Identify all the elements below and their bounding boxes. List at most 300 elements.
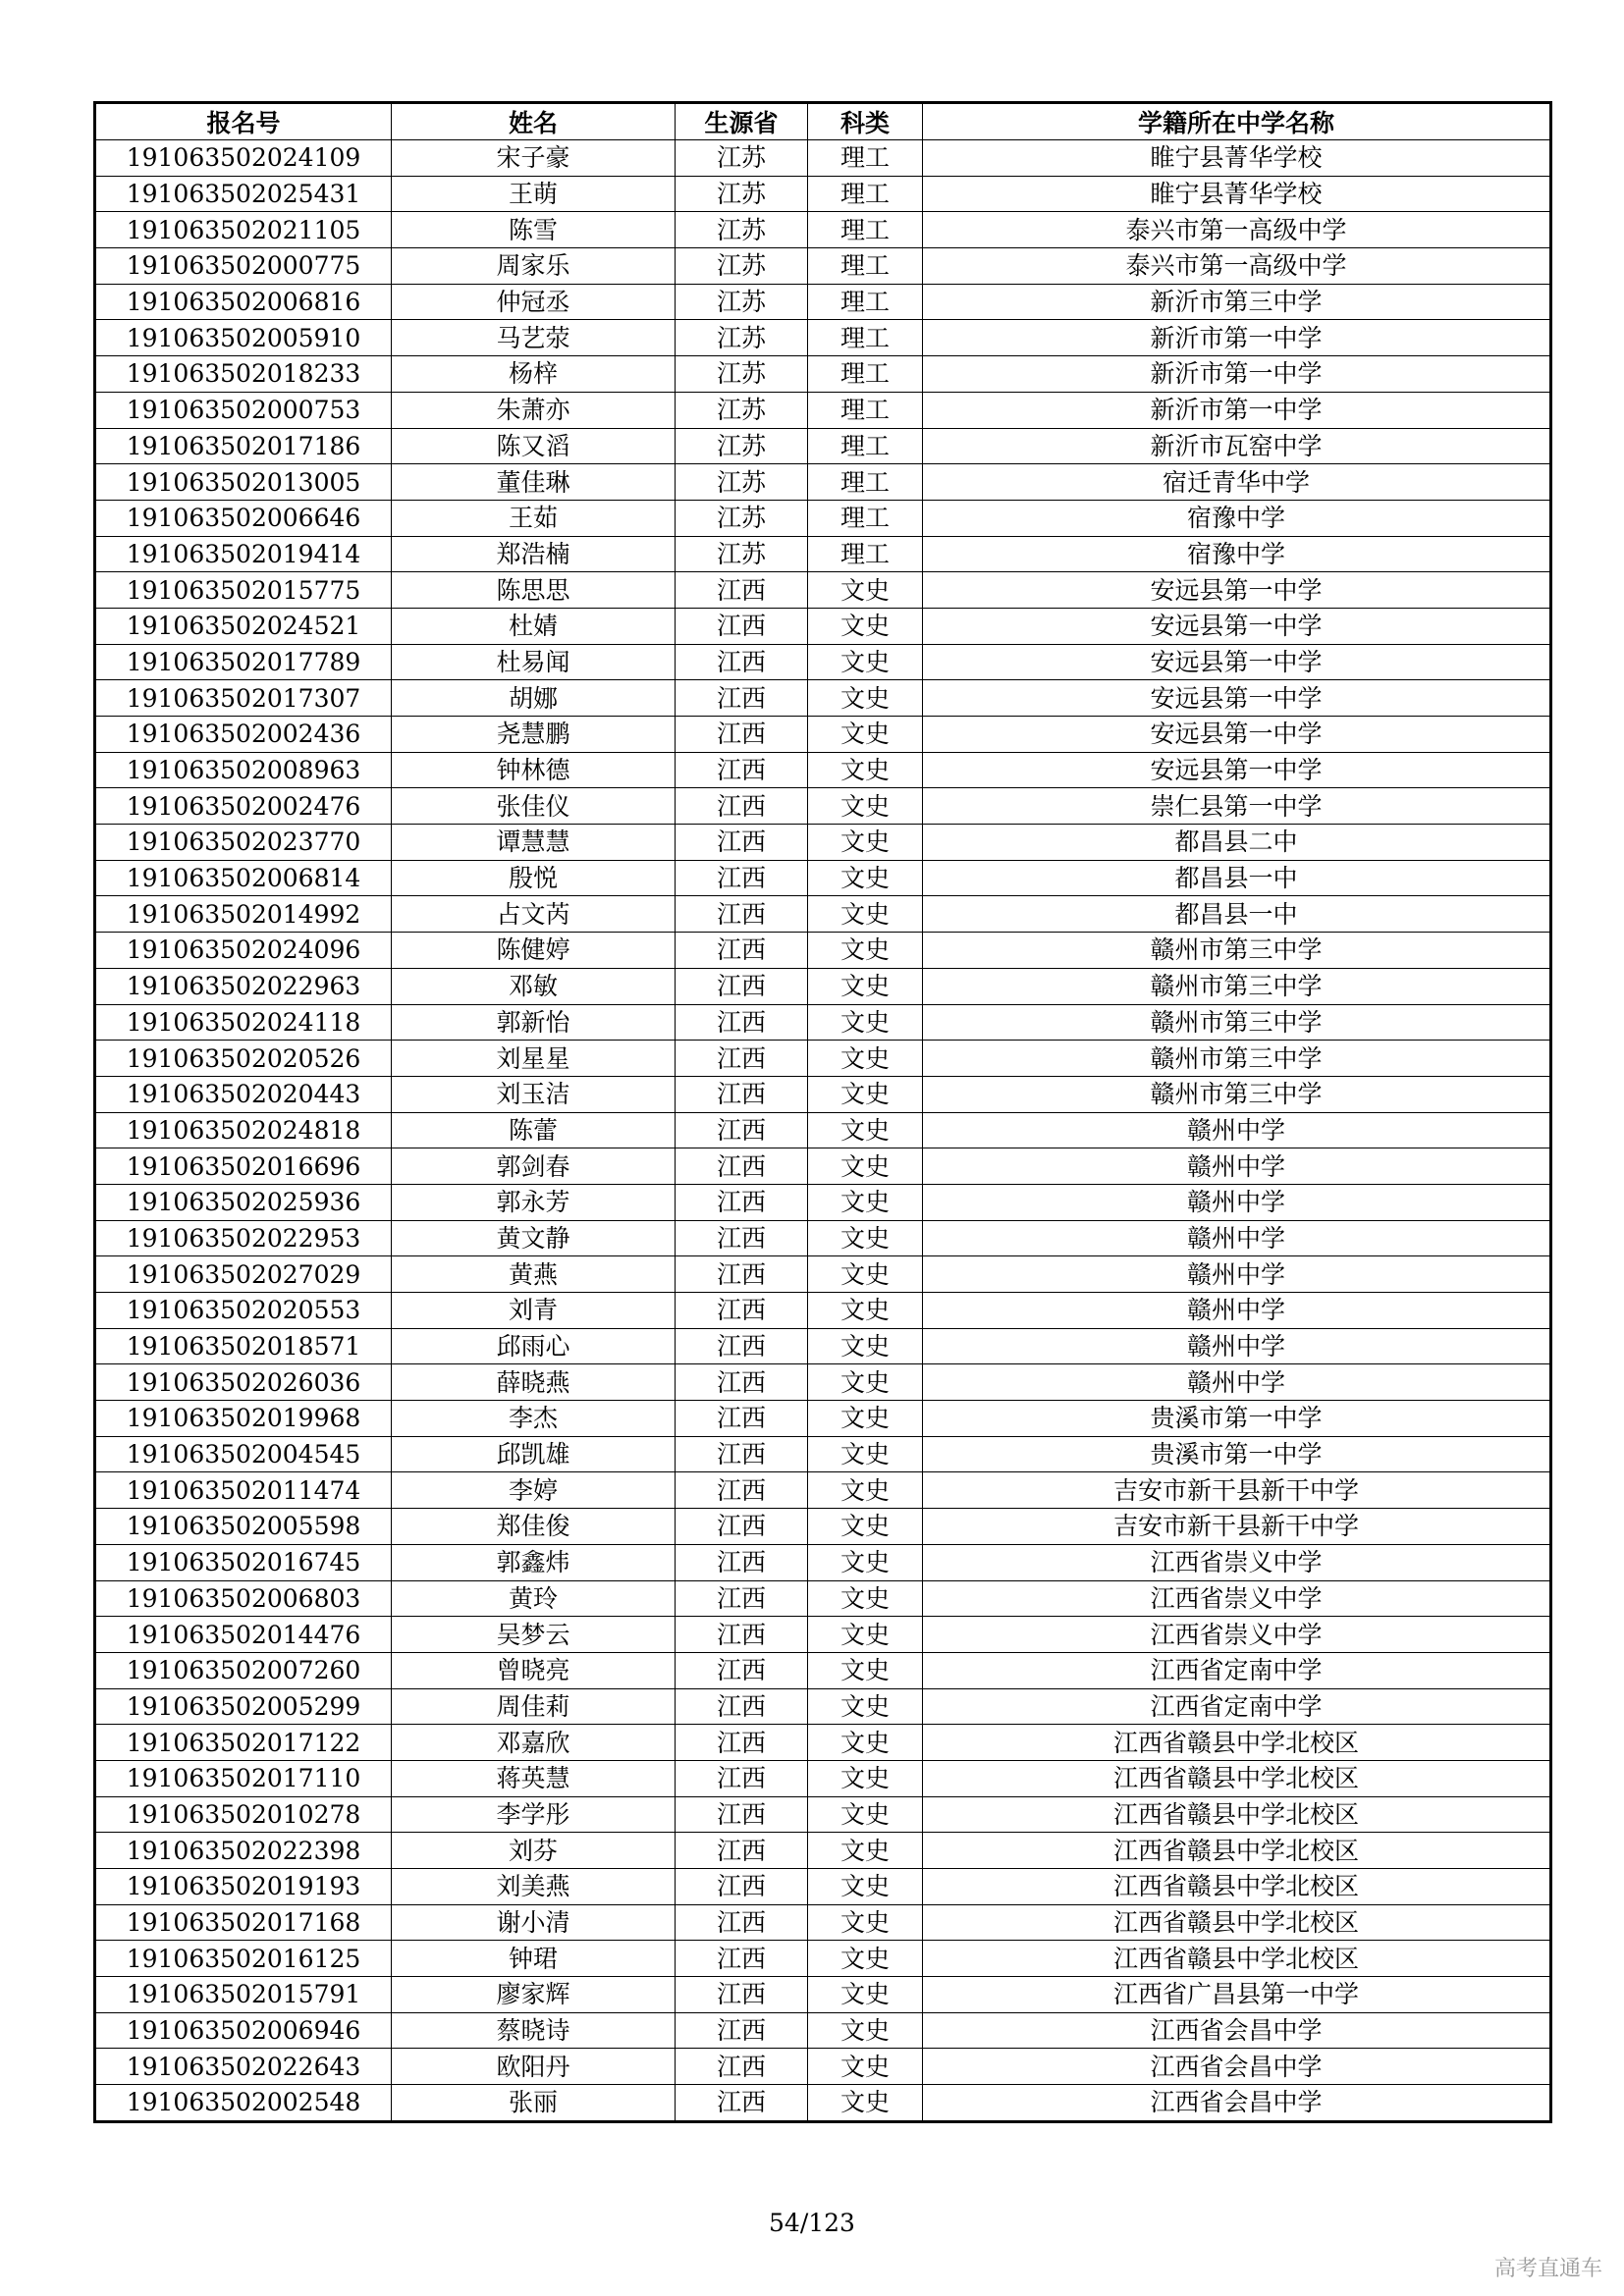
cell-school-name: 新沂市第一中学	[923, 320, 1551, 356]
cell-province: 江西	[676, 680, 808, 717]
cell-school-name: 新沂市瓦窑中学	[923, 428, 1551, 464]
table-row	[95, 1472, 1551, 1509]
cell-registration-number: 191063502017789	[95, 644, 392, 680]
cell-school-name: 宿迁青华中学	[923, 464, 1551, 501]
cell-registration-number: 191063502018571	[95, 1328, 392, 1364]
cell-category: 文史	[808, 1364, 923, 1401]
cell-registration-number: 191063502005910	[95, 320, 392, 356]
cell-registration-number: 191063502002476	[95, 788, 392, 825]
table-row	[95, 536, 1551, 572]
cell-registration-number: 191063502025936	[95, 1184, 392, 1220]
table-row	[95, 933, 1551, 969]
cell-school-name: 贵溪市第一中学	[923, 1436, 1551, 1472]
cell-category: 文史	[808, 680, 923, 717]
cell-province: 江西	[676, 572, 808, 609]
cell-school-name: 江西省定南中学	[923, 1652, 1551, 1688]
table-row	[95, 1436, 1551, 1472]
cell-name: 占文芮	[392, 896, 676, 933]
cell-registration-number: 191063502011474	[95, 1472, 392, 1509]
cell-registration-number: 191063502002436	[95, 717, 392, 753]
cell-category: 文史	[808, 968, 923, 1004]
table-row	[95, 1256, 1551, 1293]
cell-registration-number: 191063502017122	[95, 1725, 392, 1761]
page-number: 54/123	[769, 2209, 855, 2237]
table-row	[95, 1617, 1551, 1653]
table-row	[95, 1796, 1551, 1833]
cell-province: 江西	[676, 1076, 808, 1112]
cell-school-name: 睢宁县菁华学校	[923, 176, 1551, 212]
cell-registration-number: 191063502022398	[95, 1833, 392, 1869]
cell-category: 理工	[808, 320, 923, 356]
cell-category: 文史	[808, 2085, 923, 2122]
cell-school-name: 泰兴市第一高级中学	[923, 248, 1551, 285]
cell-name: 蔡晓诗	[392, 2012, 676, 2049]
cell-school-name: 江西省赣县中学北校区	[923, 1725, 1551, 1761]
cell-name: 黄文静	[392, 1220, 676, 1256]
cell-name: 钟珺	[392, 1941, 676, 1977]
cell-name: 刘玉洁	[392, 1076, 676, 1112]
cell-province: 江苏	[676, 428, 808, 464]
cell-category: 理工	[808, 140, 923, 177]
cell-category: 理工	[808, 464, 923, 501]
cell-category: 文史	[808, 2012, 923, 2049]
cell-province: 江西	[676, 968, 808, 1004]
table-row	[95, 284, 1551, 320]
table-row	[95, 212, 1551, 248]
cell-category: 文史	[808, 1148, 923, 1185]
cell-province: 江西	[676, 1688, 808, 1725]
cell-school-name: 江西省赣县中学北校区	[923, 1941, 1551, 1977]
cell-category: 理工	[808, 500, 923, 536]
cell-school-name: 都昌县一中	[923, 860, 1551, 896]
cell-category: 文史	[808, 1617, 923, 1653]
cell-name: 朱萧亦	[392, 392, 676, 428]
cell-school-name: 宿豫中学	[923, 536, 1551, 572]
cell-school-name: 江西省赣县中学北校区	[923, 1760, 1551, 1796]
cell-school-name: 赣州中学	[923, 1256, 1551, 1293]
cell-province: 江西	[676, 933, 808, 969]
cell-name: 郑浩楠	[392, 536, 676, 572]
cell-category: 文史	[808, 717, 923, 753]
cell-category: 文史	[808, 1941, 923, 1977]
cell-registration-number: 191063502016745	[95, 1544, 392, 1580]
table-row	[95, 1760, 1551, 1796]
cell-category: 文史	[808, 752, 923, 788]
table-row	[95, 1184, 1551, 1220]
cell-province: 江西	[676, 1256, 808, 1293]
cell-province: 江西	[676, 752, 808, 788]
cell-registration-number: 191063502014992	[95, 896, 392, 933]
table-row	[95, 428, 1551, 464]
cell-registration-number: 191063502017307	[95, 680, 392, 717]
cell-category: 文史	[808, 1760, 923, 1796]
cell-category: 文史	[808, 1869, 923, 1905]
table-row	[95, 1220, 1551, 1256]
cell-school-name: 宿豫中学	[923, 500, 1551, 536]
cell-registration-number: 191063502006946	[95, 2012, 392, 2049]
cell-registration-number: 191063502018233	[95, 356, 392, 393]
cell-school-name: 都昌县二中	[923, 825, 1551, 861]
cell-name: 陈思思	[392, 572, 676, 609]
cell-name: 黄燕	[392, 1256, 676, 1293]
cell-school-name: 睢宁县菁华学校	[923, 140, 1551, 177]
cell-province: 江西	[676, 2012, 808, 2049]
cell-school-name: 江西省崇义中学	[923, 1544, 1551, 1580]
cell-category: 文史	[808, 1688, 923, 1725]
cell-registration-number: 191063502006816	[95, 284, 392, 320]
table-row	[95, 248, 1551, 285]
cell-category: 文史	[808, 1041, 923, 1077]
cell-school-name: 赣州市第三中学	[923, 1004, 1551, 1041]
cell-name: 李婷	[392, 1472, 676, 1509]
cell-province: 江苏	[676, 320, 808, 356]
cell-registration-number: 191063502022963	[95, 968, 392, 1004]
cell-province: 江西	[676, 1184, 808, 1220]
cell-category: 理工	[808, 248, 923, 285]
table-row	[95, 717, 1551, 753]
cell-name: 蒋英慧	[392, 1760, 676, 1796]
table-row	[95, 1904, 1551, 1941]
cell-registration-number: 191063502005299	[95, 1688, 392, 1725]
table-row	[95, 1041, 1551, 1077]
cell-province: 江西	[676, 1004, 808, 1041]
cell-category: 理工	[808, 536, 923, 572]
cell-name: 欧阳丹	[392, 2049, 676, 2085]
cell-category: 理工	[808, 428, 923, 464]
cell-province: 江苏	[676, 248, 808, 285]
cell-name: 邱雨心	[392, 1328, 676, 1364]
cell-name: 李杰	[392, 1401, 676, 1437]
table-row	[95, 356, 1551, 393]
cell-school-name: 新沂市第一中学	[923, 356, 1551, 393]
table-row	[95, 1580, 1551, 1617]
cell-school-name: 安远县第一中学	[923, 644, 1551, 680]
cell-province: 江西	[676, 896, 808, 933]
cell-school-name: 江西省定南中学	[923, 1688, 1551, 1725]
cell-category: 文史	[808, 1184, 923, 1220]
table-row	[95, 1401, 1551, 1437]
cell-name: 邓敏	[392, 968, 676, 1004]
cell-province: 江西	[676, 1617, 808, 1653]
cell-school-name: 江西省赣县中学北校区	[923, 1796, 1551, 1833]
cell-registration-number: 191063502025431	[95, 176, 392, 212]
cell-registration-number: 191063502024818	[95, 1112, 392, 1148]
table-row	[95, 2085, 1551, 2122]
cell-category: 理工	[808, 176, 923, 212]
table-row	[95, 1941, 1551, 1977]
cell-province: 江苏	[676, 140, 808, 177]
student-list-table	[93, 101, 1552, 2123]
table-row	[95, 464, 1551, 501]
cell-school-name: 赣州中学	[923, 1148, 1551, 1185]
cell-category: 文史	[808, 825, 923, 861]
cell-registration-number: 191063502015791	[95, 1977, 392, 2013]
cell-school-name: 崇仁县第一中学	[923, 788, 1551, 825]
cell-name: 尧慧鹏	[392, 717, 676, 753]
cell-name: 刘星星	[392, 1041, 676, 1077]
table-row	[95, 1076, 1551, 1112]
cell-registration-number: 191063502020553	[95, 1293, 392, 1329]
cell-name: 周家乐	[392, 248, 676, 285]
cell-category: 文史	[808, 1580, 923, 1617]
cell-province: 江西	[676, 1652, 808, 1688]
cell-category: 文史	[808, 1076, 923, 1112]
cell-name: 郭新怡	[392, 1004, 676, 1041]
cell-school-name: 江西省广昌县第一中学	[923, 1977, 1551, 2013]
table-row	[95, 140, 1551, 177]
cell-registration-number: 191063502016125	[95, 1941, 392, 1977]
cell-school-name: 赣州市第三中学	[923, 933, 1551, 969]
cell-name: 杜易闻	[392, 644, 676, 680]
table-header-row	[95, 103, 1551, 140]
cell-category: 文史	[808, 1472, 923, 1509]
cell-registration-number: 191063502023770	[95, 825, 392, 861]
cell-school-name: 江西省赣县中学北校区	[923, 1904, 1551, 1941]
cell-school-name: 都昌县一中	[923, 896, 1551, 933]
cell-province: 江西	[676, 1148, 808, 1185]
cell-province: 江西	[676, 608, 808, 644]
header-registration-number: 报名号	[95, 103, 392, 140]
cell-registration-number: 191063502024109	[95, 140, 392, 177]
table-row	[95, 1112, 1551, 1148]
cell-school-name: 江西省会昌中学	[923, 2085, 1551, 2122]
cell-registration-number: 191063502021105	[95, 212, 392, 248]
cell-registration-number: 191063502017186	[95, 428, 392, 464]
cell-province: 江西	[676, 2049, 808, 2085]
cell-registration-number: 191063502024118	[95, 1004, 392, 1041]
cell-name: 王萌	[392, 176, 676, 212]
cell-registration-number: 191063502006814	[95, 860, 392, 896]
cell-school-name: 新沂市第一中学	[923, 392, 1551, 428]
cell-province: 江西	[676, 1293, 808, 1329]
cell-registration-number: 191063502026036	[95, 1364, 392, 1401]
table-row	[95, 1833, 1551, 1869]
cell-registration-number: 191063502019968	[95, 1401, 392, 1437]
cell-school-name: 安远县第一中学	[923, 717, 1551, 753]
cell-name: 李学彤	[392, 1796, 676, 1833]
cell-registration-number: 191063502015775	[95, 572, 392, 609]
cell-category: 文史	[808, 788, 923, 825]
cell-province: 江西	[676, 1760, 808, 1796]
cell-registration-number: 191063502002548	[95, 2085, 392, 2122]
cell-registration-number: 191063502019414	[95, 536, 392, 572]
cell-province: 江西	[676, 644, 808, 680]
cell-province: 江西	[676, 1796, 808, 1833]
table-row	[95, 788, 1551, 825]
table-row	[95, 1509, 1551, 1545]
cell-school-name: 赣州中学	[923, 1364, 1551, 1401]
header-school-name: 学籍所在中学名称	[923, 103, 1551, 140]
cell-name: 吴梦云	[392, 1617, 676, 1653]
cell-name: 陈又滔	[392, 428, 676, 464]
cell-province: 江西	[676, 2085, 808, 2122]
table-row	[95, 1004, 1551, 1041]
cell-province: 江西	[676, 1941, 808, 1977]
cell-school-name: 赣州中学	[923, 1293, 1551, 1329]
cell-name: 杨梓	[392, 356, 676, 393]
cell-registration-number: 191063502005598	[95, 1509, 392, 1545]
table-row	[95, 500, 1551, 536]
cell-province: 江西	[676, 1977, 808, 2013]
cell-province: 江苏	[676, 536, 808, 572]
cell-school-name: 赣州市第三中学	[923, 1076, 1551, 1112]
cell-name: 钟林德	[392, 752, 676, 788]
table-row	[95, 752, 1551, 788]
cell-school-name: 江西省崇义中学	[923, 1580, 1551, 1617]
cell-category: 文史	[808, 1293, 923, 1329]
cell-registration-number: 191063502013005	[95, 464, 392, 501]
cell-province: 江西	[676, 1580, 808, 1617]
cell-province: 江西	[676, 1041, 808, 1077]
cell-category: 文史	[808, 896, 923, 933]
cell-school-name: 安远县第一中学	[923, 608, 1551, 644]
cell-category: 理工	[808, 392, 923, 428]
table-row	[95, 1725, 1551, 1761]
cell-registration-number: 191063502024096	[95, 933, 392, 969]
table-row	[95, 1328, 1551, 1364]
cell-province: 江西	[676, 788, 808, 825]
cell-school-name: 赣州中学	[923, 1328, 1551, 1364]
cell-school-name: 江西省崇义中学	[923, 1617, 1551, 1653]
cell-province: 江西	[676, 1220, 808, 1256]
cell-province: 江西	[676, 1509, 808, 1545]
cell-category: 文史	[808, 1328, 923, 1364]
header-category: 科类	[808, 103, 923, 140]
cell-name: 郑佳俊	[392, 1509, 676, 1545]
cell-registration-number: 191063502016696	[95, 1148, 392, 1185]
cell-school-name: 安远县第一中学	[923, 572, 1551, 609]
table-row	[95, 1977, 1551, 2013]
cell-registration-number: 191063502027029	[95, 1256, 392, 1293]
cell-category: 文史	[808, 1796, 923, 1833]
cell-school-name: 新沂市第三中学	[923, 284, 1551, 320]
cell-name: 王茹	[392, 500, 676, 536]
cell-category: 文史	[808, 1436, 923, 1472]
table-row	[95, 825, 1551, 861]
cell-province: 江苏	[676, 212, 808, 248]
cell-school-name: 安远县第一中学	[923, 680, 1551, 717]
cell-registration-number: 191063502004545	[95, 1436, 392, 1472]
cell-category: 理工	[808, 212, 923, 248]
cell-registration-number: 191063502006646	[95, 500, 392, 536]
cell-name: 黄玲	[392, 1580, 676, 1617]
cell-category: 理工	[808, 284, 923, 320]
table-row	[95, 2012, 1551, 2049]
cell-category: 文史	[808, 933, 923, 969]
cell-province: 江西	[676, 1472, 808, 1509]
cell-registration-number: 191063502000775	[95, 248, 392, 285]
cell-name: 廖家辉	[392, 1977, 676, 2013]
cell-name: 胡娜	[392, 680, 676, 717]
cell-province: 江西	[676, 1725, 808, 1761]
cell-province: 江苏	[676, 392, 808, 428]
cell-province: 江西	[676, 1112, 808, 1148]
cell-school-name: 赣州中学	[923, 1184, 1551, 1220]
cell-name: 张丽	[392, 2085, 676, 2122]
cell-province: 江西	[676, 1833, 808, 1869]
cell-category: 文史	[808, 644, 923, 680]
cell-category: 文史	[808, 1833, 923, 1869]
cell-registration-number: 191063502014476	[95, 1617, 392, 1653]
cell-registration-number: 191063502017168	[95, 1904, 392, 1941]
table-row	[95, 896, 1551, 933]
cell-registration-number: 191063502017110	[95, 1760, 392, 1796]
table-row	[95, 572, 1551, 609]
cell-province: 江西	[676, 860, 808, 896]
cell-name: 刘青	[392, 1293, 676, 1329]
table-row	[95, 2049, 1551, 2085]
cell-school-name: 吉安市新干县新干中学	[923, 1509, 1551, 1545]
cell-name: 郭剑春	[392, 1148, 676, 1185]
table-row	[95, 392, 1551, 428]
cell-registration-number: 191063502007260	[95, 1652, 392, 1688]
cell-province: 江西	[676, 1544, 808, 1580]
header-name: 姓名	[392, 103, 676, 140]
cell-category: 文史	[808, 1725, 923, 1761]
cell-school-name: 贵溪市第一中学	[923, 1401, 1551, 1437]
cell-province: 江苏	[676, 356, 808, 393]
table-row	[95, 1652, 1551, 1688]
cell-name: 谭慧慧	[392, 825, 676, 861]
cell-school-name: 江西省赣县中学北校区	[923, 1833, 1551, 1869]
table-row	[95, 1869, 1551, 1905]
cell-name: 陈雪	[392, 212, 676, 248]
table-row	[95, 176, 1551, 212]
cell-school-name: 江西省会昌中学	[923, 2012, 1551, 2049]
cell-registration-number: 191063502022643	[95, 2049, 392, 2085]
cell-category: 理工	[808, 356, 923, 393]
cell-category: 文史	[808, 1401, 923, 1437]
cell-province: 江西	[676, 1436, 808, 1472]
cell-name: 殷悦	[392, 860, 676, 896]
cell-registration-number: 191063502020443	[95, 1076, 392, 1112]
cell-name: 杜婧	[392, 608, 676, 644]
cell-category: 文史	[808, 1112, 923, 1148]
cell-category: 文史	[808, 2049, 923, 2085]
table-row	[95, 1293, 1551, 1329]
cell-registration-number: 191063502010278	[95, 1796, 392, 1833]
cell-school-name: 吉安市新干县新干中学	[923, 1472, 1551, 1509]
cell-province: 江苏	[676, 284, 808, 320]
cell-province: 江西	[676, 1401, 808, 1437]
cell-school-name: 安远县第一中学	[923, 752, 1551, 788]
cell-school-name: 赣州中学	[923, 1112, 1551, 1148]
cell-category: 文史	[808, 608, 923, 644]
cell-registration-number: 191063502024521	[95, 608, 392, 644]
cell-category: 文史	[808, 1652, 923, 1688]
table-row	[95, 1364, 1551, 1401]
cell-category: 文史	[808, 1509, 923, 1545]
cell-province: 江西	[676, 717, 808, 753]
cell-name: 马艺荥	[392, 320, 676, 356]
cell-school-name: 赣州市第三中学	[923, 968, 1551, 1004]
cell-school-name: 江西省赣县中学北校区	[923, 1869, 1551, 1905]
cell-name: 仲冠丞	[392, 284, 676, 320]
cell-registration-number: 191063502019193	[95, 1869, 392, 1905]
cell-category: 文史	[808, 1220, 923, 1256]
cell-category: 文史	[808, 1256, 923, 1293]
cell-province: 江苏	[676, 464, 808, 501]
cell-name: 宋子豪	[392, 140, 676, 177]
cell-school-name: 赣州中学	[923, 1220, 1551, 1256]
cell-school-name: 泰兴市第一高级中学	[923, 212, 1551, 248]
cell-registration-number: 191063502006803	[95, 1580, 392, 1617]
table-row	[95, 1148, 1551, 1185]
cell-province: 江苏	[676, 500, 808, 536]
cell-province: 江西	[676, 1904, 808, 1941]
cell-province: 江西	[676, 1869, 808, 1905]
watermark-logo-text: 高考直通车	[1493, 2257, 1602, 2281]
